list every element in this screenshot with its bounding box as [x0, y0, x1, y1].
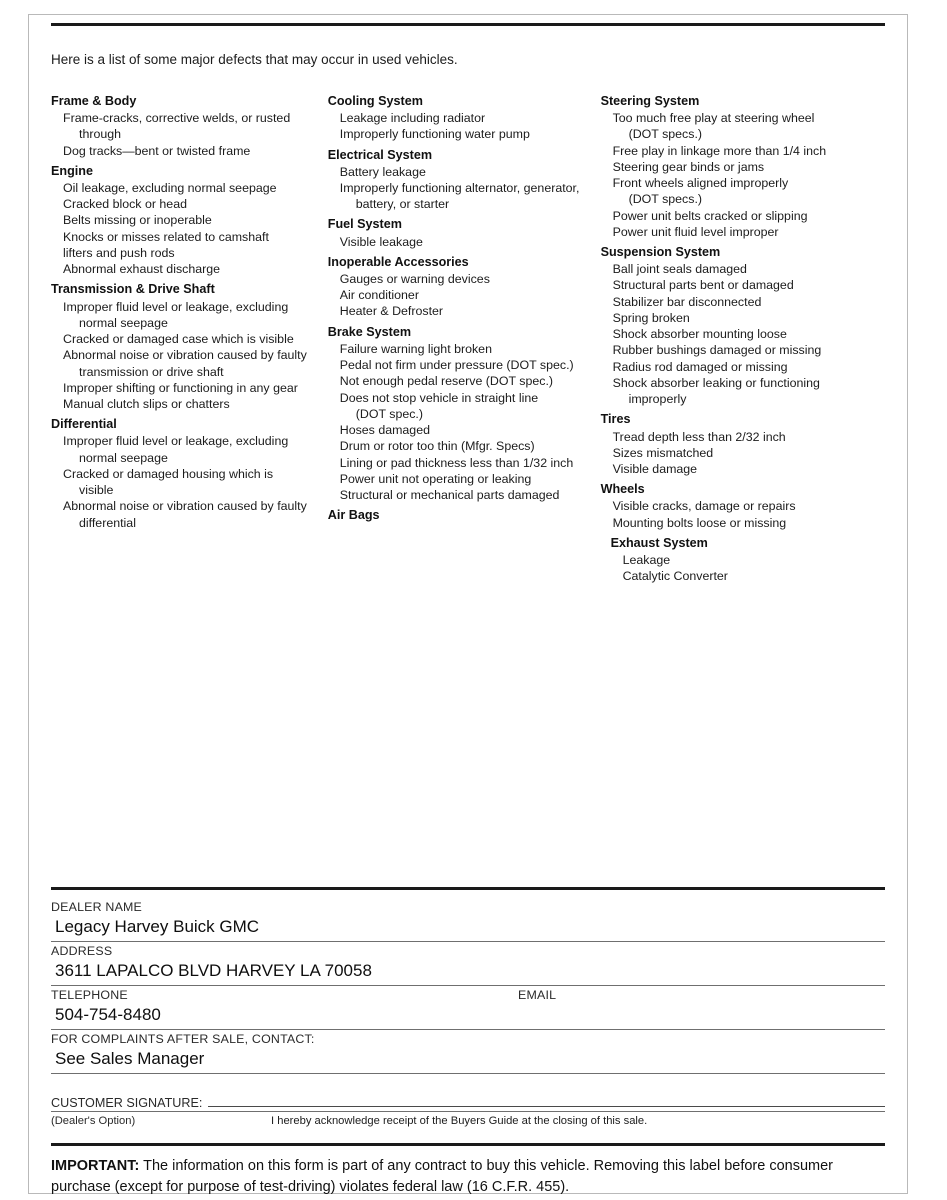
defect-group [328, 507, 591, 523]
defect-item: Free play in linkage more than 1/4 inch [612, 143, 827, 158]
defect-item-text: Shock absorber leaking or functioning [612, 375, 820, 390]
important-heading: IMPORTANT: [51, 1157, 140, 1174]
defect-item: Ball joint seals damaged [612, 262, 747, 277]
defect-item [613, 375, 885, 408]
email-label: EMAIL [518, 987, 557, 1002]
defect-item [613, 175, 885, 208]
defect-group [328, 93, 591, 143]
defect-group-title: Steering System [600, 94, 700, 108]
defect-list [328, 271, 591, 320]
telephone-value: 504-754-8480 [55, 1004, 161, 1024]
defect-group [328, 216, 591, 249]
defect-item: Structural parts bent or damaged [612, 278, 794, 293]
defect-item-text: Does not stop vehicle in straight line [339, 390, 539, 405]
defect-group [51, 416, 318, 531]
defect-item: Knocks or misses related to camshaft [63, 229, 269, 244]
defect-item [613, 110, 885, 143]
defect-item: Dog tracks—bent or twisted frame [63, 143, 251, 158]
defect-group [601, 481, 885, 531]
top-divider [51, 23, 885, 26]
defect-item: Manual clutch slips or chatters [63, 397, 230, 412]
defect-item: lifters and push rods [63, 245, 175, 260]
bottom-divider [51, 1143, 885, 1146]
dealer-info-section [51, 890, 885, 1074]
defect-item: Structural or mechanical parts damaged [339, 488, 560, 503]
defect-item-cont: (DOT spec.) [355, 406, 423, 421]
acknowledgement-text: I hereby acknowledge receipt of the Buyers Guide at the closing of this sale. [271, 1114, 648, 1127]
defect-list [601, 429, 885, 478]
defect-item: Power unit belts cracked or slipping [612, 208, 808, 223]
defect-item-text: Front wheels aligned improperly [612, 176, 789, 191]
defect-group [328, 324, 591, 504]
defect-group [51, 93, 318, 159]
defect-list [601, 261, 885, 407]
defect-item: Improper shifting or functioning in any gear [63, 380, 298, 395]
defect-item: Power unit not operating or leaking [339, 471, 532, 486]
defect-item [340, 390, 591, 423]
defect-list [328, 110, 591, 143]
defect-group-title: Frame & Body [51, 94, 137, 108]
defect-list [328, 341, 591, 504]
complaints-label: FOR COMPLAINTS AFTER SALE, CONTACT: [51, 1031, 315, 1046]
defect-item: Steering gear binds or jams [612, 159, 765, 174]
defect-item [340, 180, 591, 213]
dealer-address-value: 3611 LAPALCO BLVD HARVEY LA 70058 [55, 960, 372, 980]
signature-line[interactable] [51, 1096, 885, 1112]
defect-item-cont: normal seepage [79, 315, 168, 330]
defect-item: Pedal not firm under pressure (DOT spec.) [339, 358, 574, 373]
blank-space [29, 587, 907, 887]
defect-item: Battery leakage [339, 164, 426, 179]
defect-item-cont: improperly [628, 392, 687, 407]
defect-group-title: Suspension System [600, 245, 721, 260]
email-col [518, 987, 885, 1003]
defect-group-title: Fuel System [327, 217, 402, 232]
dealer-name-field[interactable] [51, 898, 885, 942]
defect-list [601, 110, 885, 240]
defect-item [63, 498, 318, 531]
defect-item: Belts missing or inoperable [63, 213, 212, 228]
defect-item: Power unit fluid level improper [612, 224, 779, 239]
defect-group [51, 281, 318, 412]
defect-list [51, 299, 318, 413]
defect-item [63, 110, 318, 143]
dealer-option-note: (Dealer's Option) [51, 1114, 136, 1127]
defect-item [63, 433, 318, 466]
document-sheet [28, 14, 908, 1194]
defect-item: Leakage [622, 553, 671, 568]
defect-item: Cracked or damaged case which is visible [63, 332, 294, 347]
defect-group [51, 163, 318, 278]
defect-item-text: Frame-cracks, corrective welds, or rusted [63, 111, 291, 126]
defect-group-title: Inoperable Accessories [327, 254, 469, 269]
defect-item-text: Cracked or damaged housing which is [63, 466, 274, 481]
defect-item [63, 299, 318, 332]
defect-item: Tread depth less than 2/32 inch [612, 429, 786, 444]
dealer-contact-field[interactable] [51, 986, 885, 1030]
defect-group-title: Air Bags [327, 508, 380, 523]
defect-item-cont: differential [79, 515, 136, 530]
defect-item: Heater & Defroster [339, 304, 444, 319]
dealer-name-label: DEALER NAME [51, 899, 143, 914]
defect-item [63, 347, 318, 380]
defect-item: Mounting bolts loose or missing [612, 515, 787, 530]
defect-item: Gauges or warning devices [339, 271, 490, 286]
defects-column-2 [328, 89, 601, 587]
defect-list [328, 164, 591, 213]
defect-group-title: Exhaust System [610, 535, 708, 550]
important-text: The information on this form is part of any contract to buy this vehicle. Removing this label before consumer purchase (except for purpose of test-driving) violates federal law (16 C.F.R. 455). [51, 1157, 834, 1195]
complaints-field[interactable] [51, 1030, 885, 1074]
defect-item-cont: normal seepage [79, 450, 168, 465]
defects-columns [51, 89, 885, 587]
defect-item: Abnormal exhaust discharge [63, 262, 221, 277]
defect-item: Rubber bushings damaged or missing [612, 343, 822, 358]
defect-group-title: Engine [51, 163, 93, 178]
defect-list [51, 433, 318, 531]
defect-list [601, 552, 885, 585]
telephone-value-col [51, 1003, 518, 1027]
defect-group [601, 411, 885, 477]
defect-item: Visible leakage [339, 234, 423, 249]
defect-item-cont: through [79, 127, 122, 142]
defect-list [601, 498, 885, 531]
defect-item-cont: battery, or starter [355, 197, 450, 212]
defect-group [601, 244, 885, 407]
defect-group-title: Differential [51, 417, 117, 432]
defect-item: Shock absorber mounting loose [612, 327, 787, 342]
defect-group [601, 93, 885, 240]
defect-item: Stabilizer bar disconnected [612, 294, 762, 309]
defect-group-title: Transmission & Drive Shaft [51, 282, 215, 297]
defect-group-title: Wheels [600, 482, 645, 497]
defect-group-title: Tires [600, 412, 631, 427]
defect-item-text: Abnormal noise or vibration caused by faulty [63, 499, 307, 514]
defect-list [328, 234, 591, 250]
important-notice [51, 1156, 885, 1198]
defect-item: Air conditioner [339, 288, 419, 303]
defect-group [328, 147, 591, 213]
defect-item: Oil leakage, excluding normal seepage [63, 180, 277, 195]
intro-text: Here is a list of some major defects that may occur in used vehicles. [51, 52, 458, 67]
telephone-label: TELEPHONE [51, 987, 128, 1002]
dealer-address-field[interactable] [51, 942, 885, 986]
complaints-value: See Sales Manager [55, 1048, 205, 1068]
defect-item: Visible damage [612, 462, 698, 477]
signature-label: CUSTOMER SIGNATURE: [51, 1095, 203, 1110]
defect-item: Radius rod damaged or missing [612, 359, 788, 374]
defect-item: Sizes mismatched [612, 445, 714, 460]
defect-item-text: Too much free play at steering wheel [612, 111, 815, 126]
defect-item: Leakage including radiator [339, 111, 486, 126]
defect-item-text: Improper fluid level or leakage, excluding [63, 299, 289, 314]
defect-item: Catalytic Converter [622, 569, 728, 584]
defect-group [328, 254, 591, 320]
defect-list [51, 180, 318, 278]
defect-item: Cracked block or head [63, 197, 187, 212]
defect-item: Drum or rotor too thin (Mfgr. Specs) [339, 439, 535, 454]
defect-group [601, 535, 885, 585]
defect-item-cont: transmission or drive shaft [79, 364, 224, 379]
dealer-address-label: ADDRESS [51, 943, 113, 958]
defect-item: Not enough pedal reserve (DOT spec.) [339, 374, 554, 389]
defects-column-1 [51, 89, 328, 587]
telephone-col [51, 987, 518, 1003]
defect-item-text: Abnormal noise or vibration caused by faulty [63, 348, 307, 363]
defect-group-title: Brake System [327, 324, 412, 339]
defect-group-title: Cooling System [327, 94, 423, 108]
signature-subtext [51, 1115, 885, 1127]
defect-item-text: Improperly functioning alternator, generator, [339, 180, 580, 195]
contact-row [51, 987, 885, 1003]
defect-item [63, 466, 318, 499]
defect-item: Visible cracks, damage or repairs [612, 499, 796, 514]
signature-section [51, 1096, 885, 1127]
defect-item-cont: (DOT specs.) [628, 127, 703, 142]
defects-column-3 [601, 89, 885, 587]
dealer-name-value: Legacy Harvey Buick GMC [55, 916, 260, 936]
contact-value-row [51, 1003, 885, 1027]
defect-item: Failure warning light broken [339, 341, 492, 356]
defect-item-cont: visible [79, 483, 114, 498]
email-value [518, 1003, 885, 1027]
defect-item: Lining or pad thickness less than 1/32 inch [339, 455, 574, 470]
signature-fill-line[interactable] [208, 1105, 885, 1107]
defect-item-text: Improper fluid level or leakage, excluding [63, 434, 289, 449]
email-value-col [518, 1003, 885, 1027]
defect-item: Hoses damaged [339, 423, 430, 438]
defect-item: Spring broken [612, 310, 690, 325]
defect-group-title: Electrical System [327, 147, 433, 162]
defect-item-cont: (DOT specs.) [628, 192, 703, 207]
defect-list [51, 110, 318, 159]
defect-item: Improperly functioning water pump [339, 127, 530, 142]
